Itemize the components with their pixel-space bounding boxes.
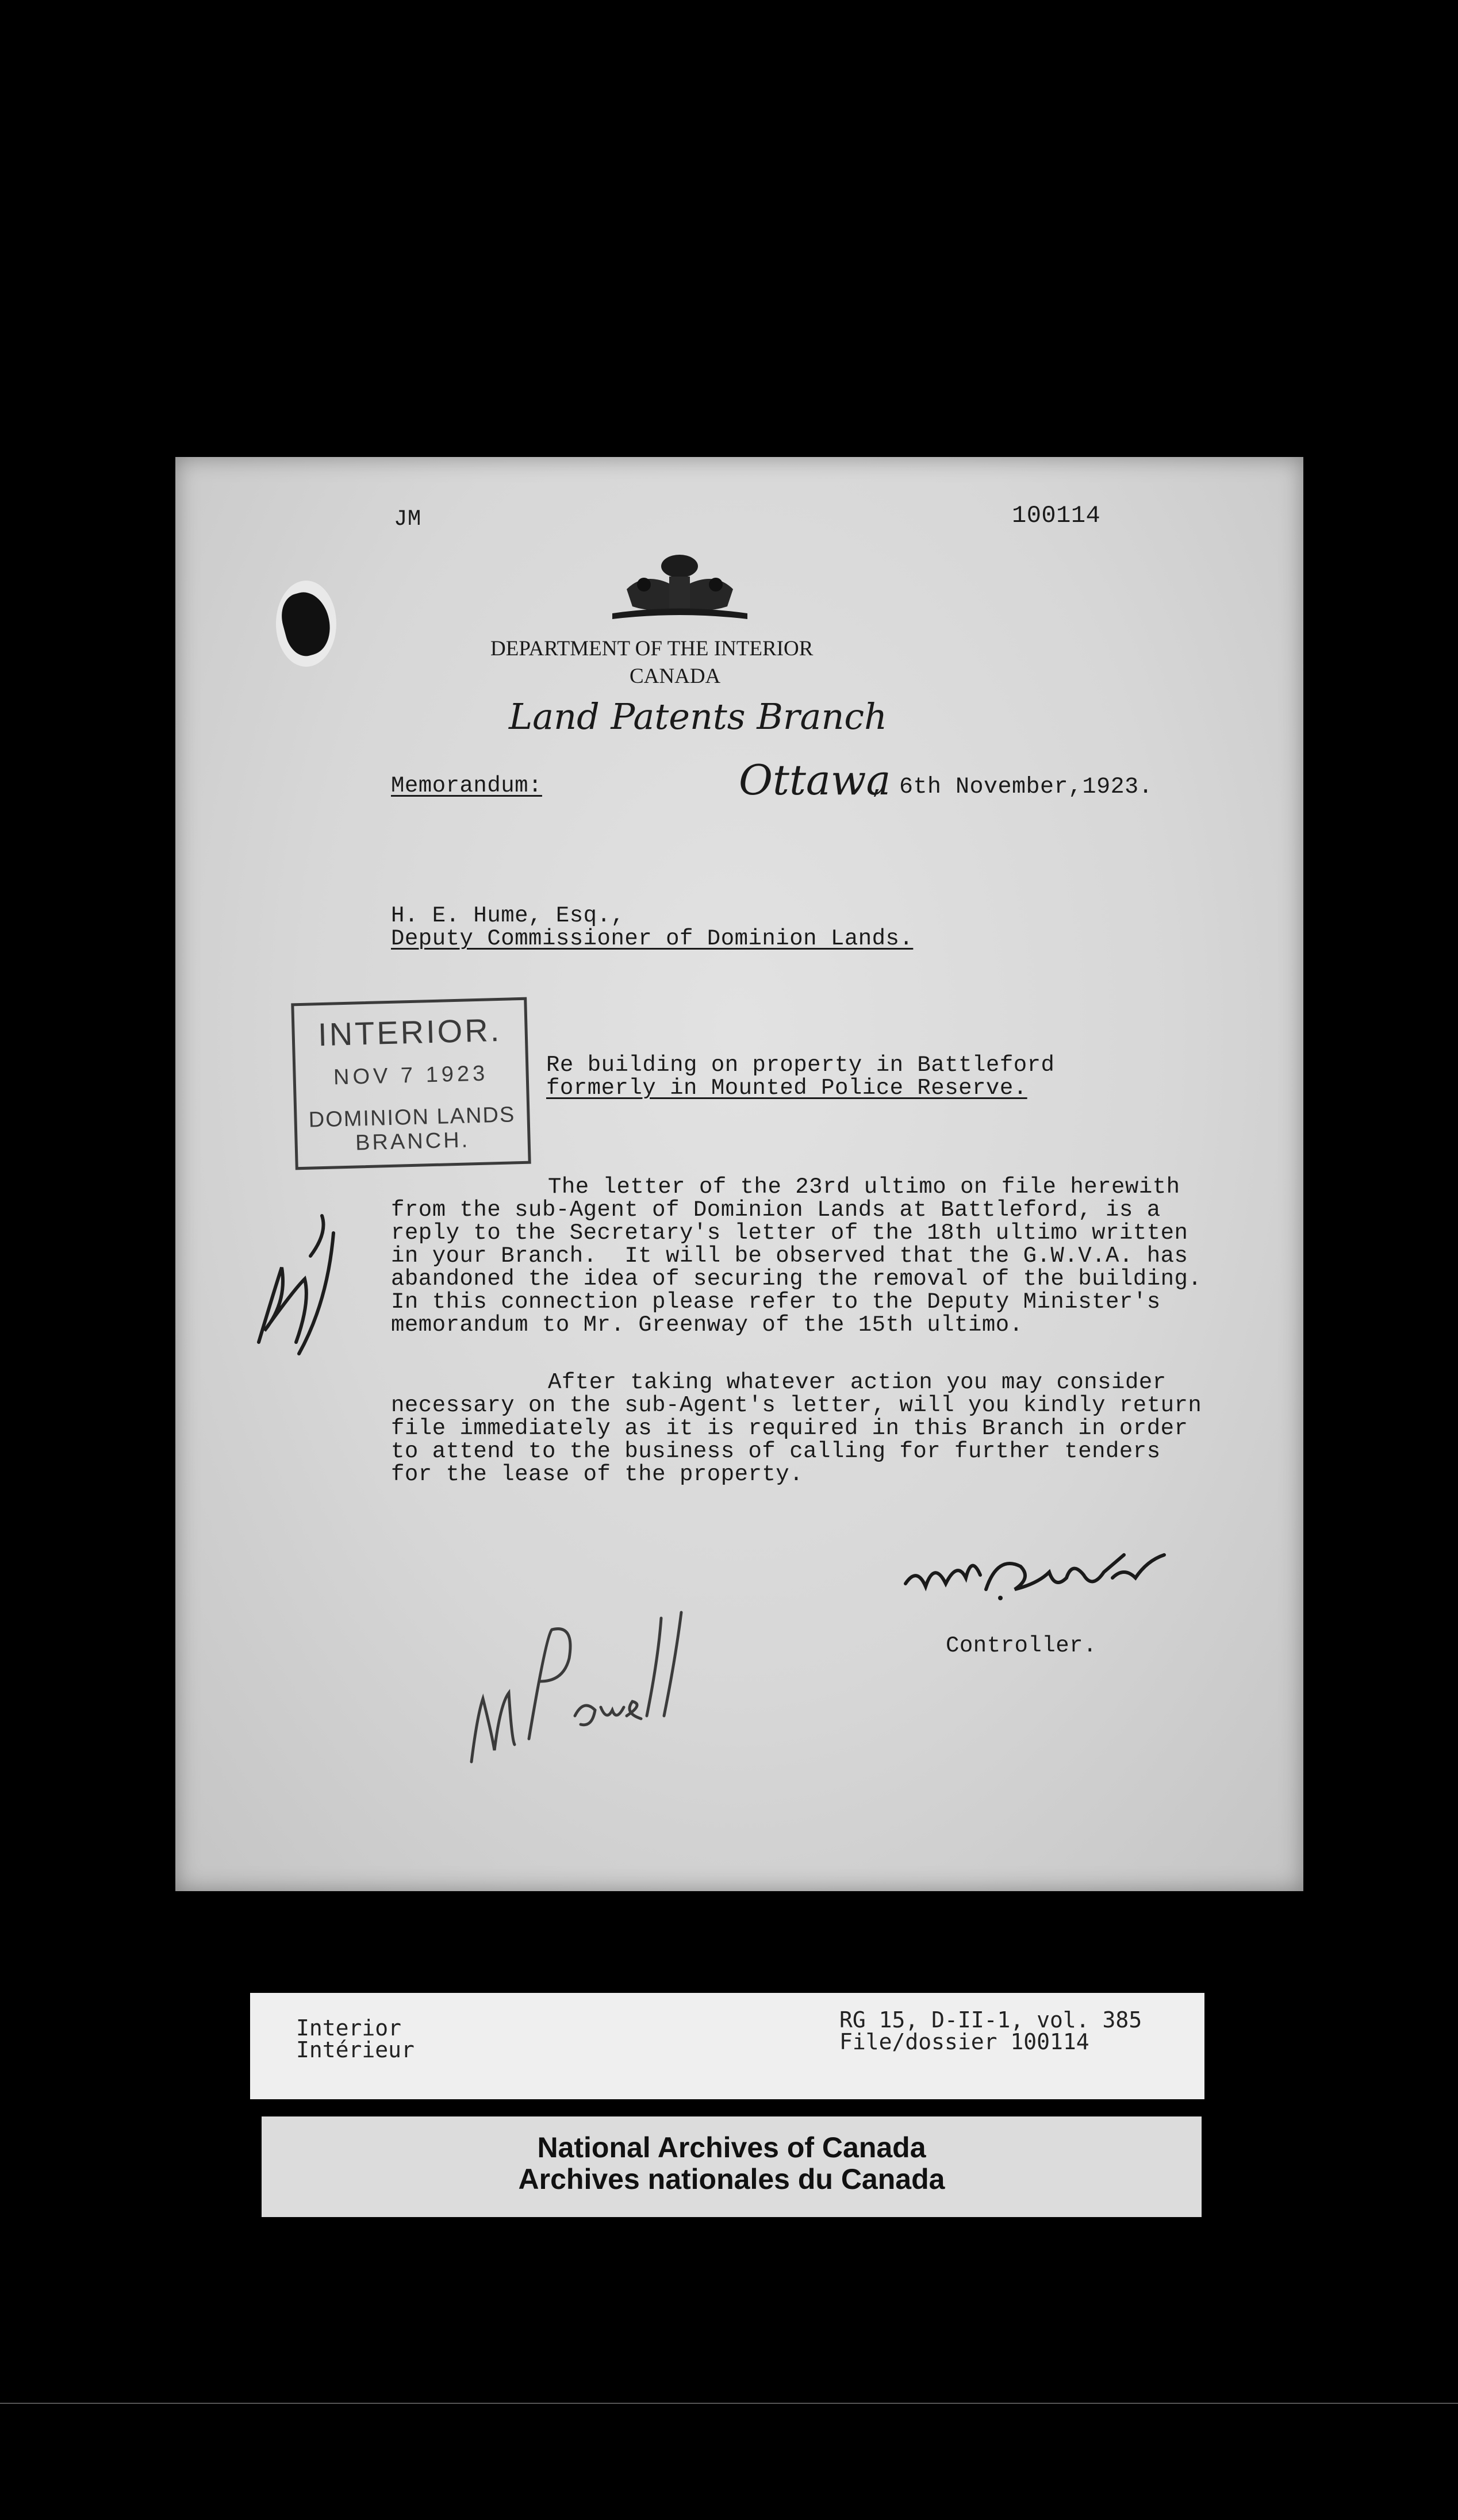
recipient-name: H. E. Hume, Esq., xyxy=(391,903,625,928)
stamp-line3: DOMINION LANDS xyxy=(308,1102,516,1132)
department-country: CANADA xyxy=(630,664,721,688)
file-number: 100114 xyxy=(1012,502,1101,529)
branch-name: Land Patents Branch xyxy=(509,696,888,737)
label-dept-en: Interior xyxy=(296,2015,402,2041)
para1-line1: The letter of the 23rd ultimo on file herewith xyxy=(548,1174,1180,1200)
subject-line1: Re building on property in Battleford xyxy=(546,1052,1055,1078)
para2-line4: to attend to the business of calling for further tenders xyxy=(391,1439,1161,1464)
controller-signature xyxy=(900,1543,1176,1607)
para1-line7: memorandum to Mr. Greenway of the 15th ultimo. xyxy=(391,1312,1023,1338)
para2-line2: necessary on the sub-Agent's letter, will you kindly return xyxy=(391,1393,1202,1418)
initials-signature xyxy=(241,1198,339,1365)
para1-line3: reply to the Secretary's letter of the 18th ultimo written xyxy=(391,1220,1188,1246)
para1-line2: from the sub-Agent of Dominion Lands at Battleford, is a xyxy=(391,1197,1161,1223)
received-stamp xyxy=(291,997,531,1170)
coat-of-arms-icon xyxy=(609,549,750,621)
para1-line4: in your Branch. It will be observed that the G.W.V.A. has xyxy=(391,1243,1188,1269)
signature-title: Controller. xyxy=(946,1633,1097,1658)
para2-line1: After taking whatever action you may consider xyxy=(548,1370,1167,1395)
handwritten-name-signature xyxy=(460,1601,690,1773)
subject-line2: formerly in Mounted Police Reserve. xyxy=(546,1075,1027,1101)
label-ref-line1: RG 15, D-II-1, vol. 385 xyxy=(839,2007,1142,2033)
para2-line5: for the lease of the property. xyxy=(391,1462,804,1487)
initials: JM xyxy=(394,506,421,532)
label-ref-line2: File/dossier 100114 xyxy=(839,2029,1089,2054)
bottom-rule xyxy=(0,2403,1458,2404)
para2-line3: file immediately as it is required in this Branch in order xyxy=(391,1416,1188,1441)
stamp-line4: BRANCH. xyxy=(355,1128,470,1155)
para1-line5: abandoned the idea of securing the removal of the building. xyxy=(391,1266,1202,1292)
label-dept-fr: Intérieur xyxy=(296,2037,415,2062)
archive-reference-label xyxy=(250,1993,1204,2099)
recipient-title: Deputy Commissioner of Dominion Lands. xyxy=(391,926,914,951)
stamp-line1: INTERIOR. xyxy=(317,1011,502,1053)
memorandum-label: Memorandum: xyxy=(391,773,542,798)
stamp-date: NOV 7 1923 xyxy=(333,1061,489,1090)
para1-line6: In this connection please refer to the Deputy Minister's xyxy=(391,1289,1161,1315)
archives-banner-fr: Archives nationales du Canada xyxy=(518,2163,945,2195)
memo-date: , 6th November,1923. xyxy=(871,774,1153,800)
document-page xyxy=(175,457,1303,1891)
department-name: DEPARTMENT OF THE INTERIOR xyxy=(490,637,814,660)
archives-banner-en: National Archives of Canada xyxy=(537,2131,926,2164)
archives-banner xyxy=(262,2116,1202,2217)
place: Ottawa xyxy=(739,756,891,804)
